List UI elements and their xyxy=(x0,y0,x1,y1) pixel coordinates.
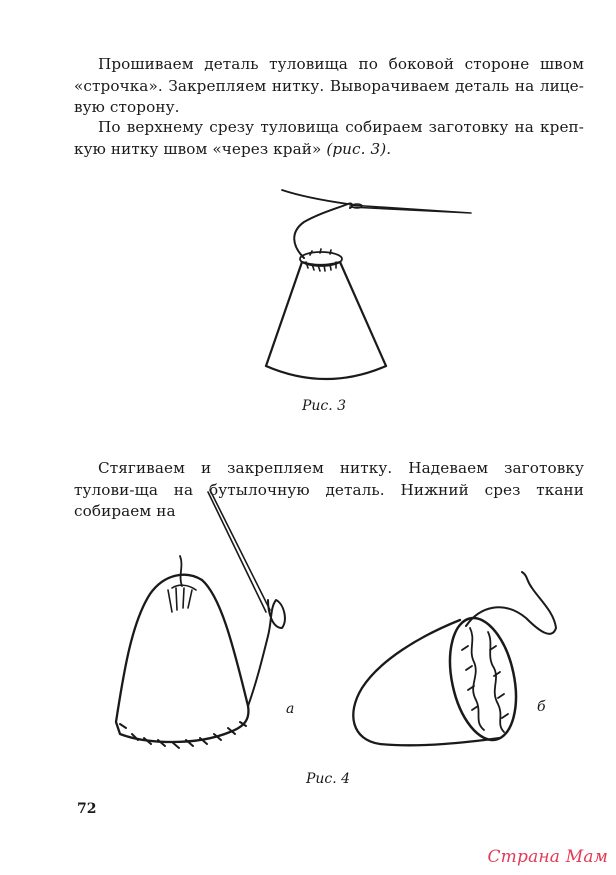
fig4a-top-gather xyxy=(168,585,196,612)
fig4a-top-knot xyxy=(180,556,182,586)
paragraph-3-text: Стягиваем и закрепляем нитку. Надеваем заготовку тулови-ща на бутылочную деталь. Нижний срез ткани собираем на xyxy=(74,459,584,520)
fig4a-bell-outline xyxy=(116,575,248,742)
paragraph-2-text: По верхнему срезу туловища собираем заготовку на креп-кую нитку швом «через край» xyxy=(74,118,584,158)
figure-3-reference: (рис. 3). xyxy=(326,139,392,158)
figure-3-caption: Рис. 3 xyxy=(302,398,347,414)
fig4b-thread xyxy=(466,572,556,634)
page-number: 72 xyxy=(77,801,97,817)
paragraph-1-line-3: вую сторону. xyxy=(74,98,180,116)
figure-4-caption: Рис. 4 xyxy=(306,771,351,787)
watermark: Страна Мам xyxy=(487,847,608,867)
figure-4-label-a: а xyxy=(286,701,295,717)
fig4b-inner-stitches xyxy=(462,628,508,732)
fig4a-bottom-stitches xyxy=(120,722,246,748)
paragraph-1-line-1: Прошиваем деталь туловища по боковой стороне швом xyxy=(98,55,584,73)
paragraph-1-line-2: «строчка». Закрепляем нитку. Выворачиваем деталь на лице- xyxy=(74,76,584,95)
fig4b-cone-body xyxy=(353,620,500,745)
fig4a-thread xyxy=(248,600,285,706)
figure-4-label-b: б xyxy=(537,699,546,715)
fig4a-needle xyxy=(208,490,270,612)
fig4b-open-end xyxy=(440,612,526,746)
